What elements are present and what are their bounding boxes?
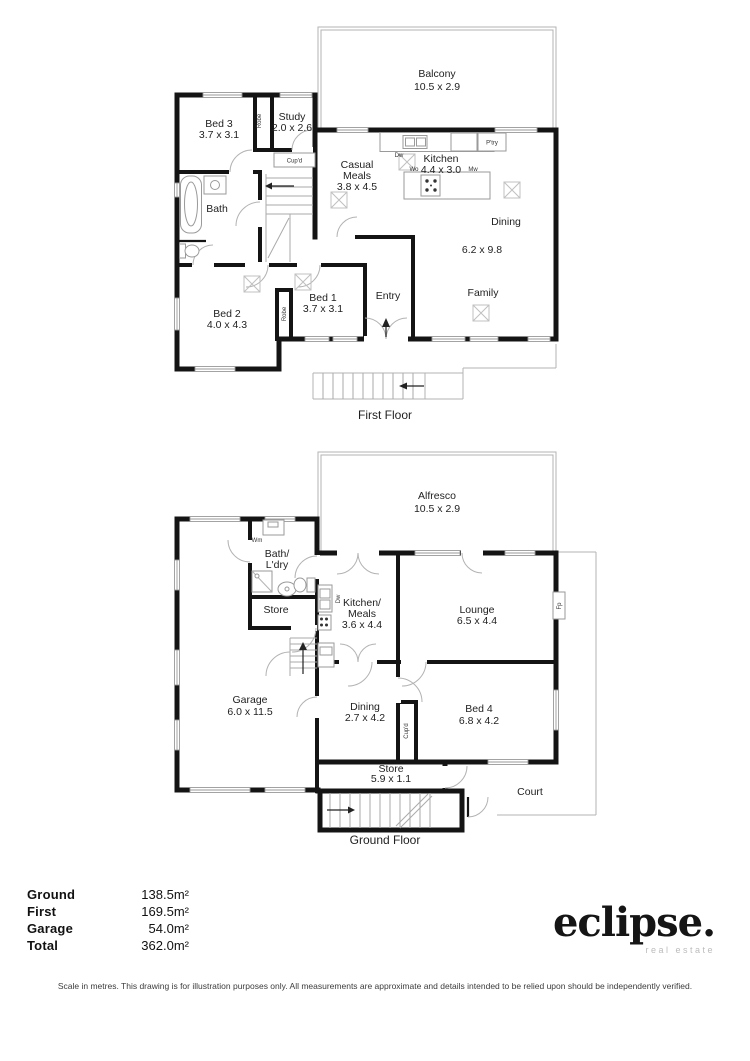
ground-floor-windows	[175, 517, 559, 793]
room-dims-kitchen: 4.4 x 3.0	[420, 164, 462, 176]
ground-floor-interior-walls	[250, 519, 556, 791]
area-row-label: Total	[27, 938, 59, 953]
first-floor-plan	[175, 27, 557, 422]
ceiling-light-icon	[331, 192, 347, 208]
fireplace-label: Fp	[557, 602, 563, 610]
room-dims-bed2: 4.0 x 4.3	[206, 319, 248, 331]
fridge-space	[451, 133, 477, 151]
cooktop-icon	[318, 615, 331, 630]
robe-label: Robe	[257, 113, 263, 129]
room-label-family: Family	[467, 287, 499, 299]
area-row	[27, 903, 189, 920]
room-label-bed3: Bed 3	[205, 118, 233, 130]
room-label-bed2: Bed 2	[213, 308, 241, 320]
ceiling-light-icon	[473, 305, 489, 321]
room-label-lounge: Lounge	[459, 604, 495, 616]
brand-logo	[540, 899, 715, 955]
room-dims-kitchen-meals: 3.6 x 4.4	[341, 619, 383, 631]
ceiling-light-icon	[504, 182, 520, 198]
area-row	[27, 886, 189, 903]
room-dims-lounge: 6.5 x 4.4	[456, 615, 498, 627]
room-label-bed1: Bed 1	[309, 292, 337, 304]
floor-areas-table	[27, 886, 189, 954]
room-dims-bed3: 3.7 x 3.1	[198, 129, 240, 141]
ground-floor-room-labels	[227, 490, 563, 798]
area-row	[27, 937, 189, 954]
robe-label: Robe	[282, 306, 288, 322]
first-floor-caption: First Floor	[358, 408, 412, 422]
area-row-value: 54.0m²	[148, 921, 189, 936]
room-label-bath: Bath	[206, 203, 228, 215]
ground-floor-plan	[175, 452, 597, 847]
area-row-label: First	[27, 904, 57, 919]
room-label-bed4: Bed 4	[465, 703, 493, 715]
ceiling-light-icon	[295, 274, 311, 290]
internal-staircase-first-floor	[265, 174, 313, 262]
internal-staircase-ground-floor	[266, 638, 317, 676]
pantry-label: P'try	[486, 140, 498, 147]
room-dims-garage: 6.0 x 11.5	[227, 706, 273, 718]
brand-wordmark: eclipse.	[552, 899, 715, 946]
room-label-balcony: Balcony	[418, 68, 456, 80]
area-row-value: 169.5m²	[141, 904, 189, 919]
room-dims-bed4: 6.8 x 4.2	[458, 715, 500, 727]
entry-exterior-stairs	[313, 344, 556, 399]
court-outline	[468, 552, 596, 817]
exterior-staircase-ground-floor	[327, 793, 432, 828]
area-row-value: 362.0m²	[141, 938, 189, 953]
wall-oven-label: Wo	[409, 167, 419, 173]
island-bench	[404, 172, 490, 199]
room-label-entry: Entry	[375, 290, 401, 302]
room-dims-dining: 6.2 x 9.8	[461, 244, 503, 256]
dishwasher-label: Dw	[394, 153, 404, 159]
room-label-court: Court	[517, 786, 543, 798]
kitchen-fixtures-ground-floor	[318, 585, 334, 667]
room-label-kitchen-meals-2: Meals	[347, 608, 377, 620]
room-dims-dining-ground: 2.7 x 4.2	[344, 712, 386, 724]
room-label-alfresco: Alfresco	[418, 490, 456, 502]
room-label-kitchen: Kitchen	[423, 153, 459, 165]
room-label-store-lower: Store	[378, 763, 404, 775]
room-label-casual-meals-2: Meals	[342, 170, 372, 182]
room-dims-store-lower: 5.9 x 1.1	[370, 773, 412, 785]
room-label-bath-ldry-2: L'dry	[265, 559, 289, 571]
ground-floor-caption: Ground Floor	[349, 833, 421, 847]
room-label-dining-ground: Dining	[350, 701, 380, 713]
room-label-store-upper: Store	[263, 604, 289, 616]
room-dims-casual-meals: 3.8 x 4.5	[336, 181, 378, 193]
footer-disclaimer: Scale in metres. This drawing is for illustration purposes only. All measurements are approximate and details intended to be relied upon should be independently verified.	[57, 981, 693, 991]
washing-machine-label: Wm	[251, 538, 263, 544]
toilet-icon	[307, 578, 315, 592]
room-label-garage: Garage	[232, 694, 268, 706]
microwave-label: Mw	[468, 167, 478, 173]
dishwasher-label: Dw	[336, 594, 342, 604]
bathroom-fixtures-first-floor	[180, 176, 227, 258]
room-label-dining: Dining	[491, 216, 521, 228]
area-row-value: 138.5m²	[141, 887, 189, 902]
room-label-bath-ldry-1: Bath/	[264, 548, 290, 560]
brand-tagline: real estate	[645, 945, 715, 955]
area-row-label: Garage	[27, 921, 74, 936]
cupboard-label: Cup'd	[286, 158, 303, 165]
room-dims-alfresco: 10.5 x 2.9	[413, 503, 461, 515]
room-dims-bed1: 3.7 x 3.1	[302, 303, 344, 315]
cupboard-label: Cup'd	[404, 723, 410, 739]
room-label-casual-meals-1: Casual	[340, 159, 374, 171]
room-label-study: Study	[278, 111, 306, 123]
ground-floor-exterior-walls	[177, 519, 556, 830]
room-label-kitchen-meals-1: Kitchen/	[343, 597, 381, 609]
room-dims-balcony: 10.5 x 2.9	[413, 81, 461, 93]
area-row-label: Ground	[27, 887, 76, 902]
room-dims-study: 2.0 x 2.6	[271, 122, 313, 134]
area-row	[27, 920, 189, 937]
